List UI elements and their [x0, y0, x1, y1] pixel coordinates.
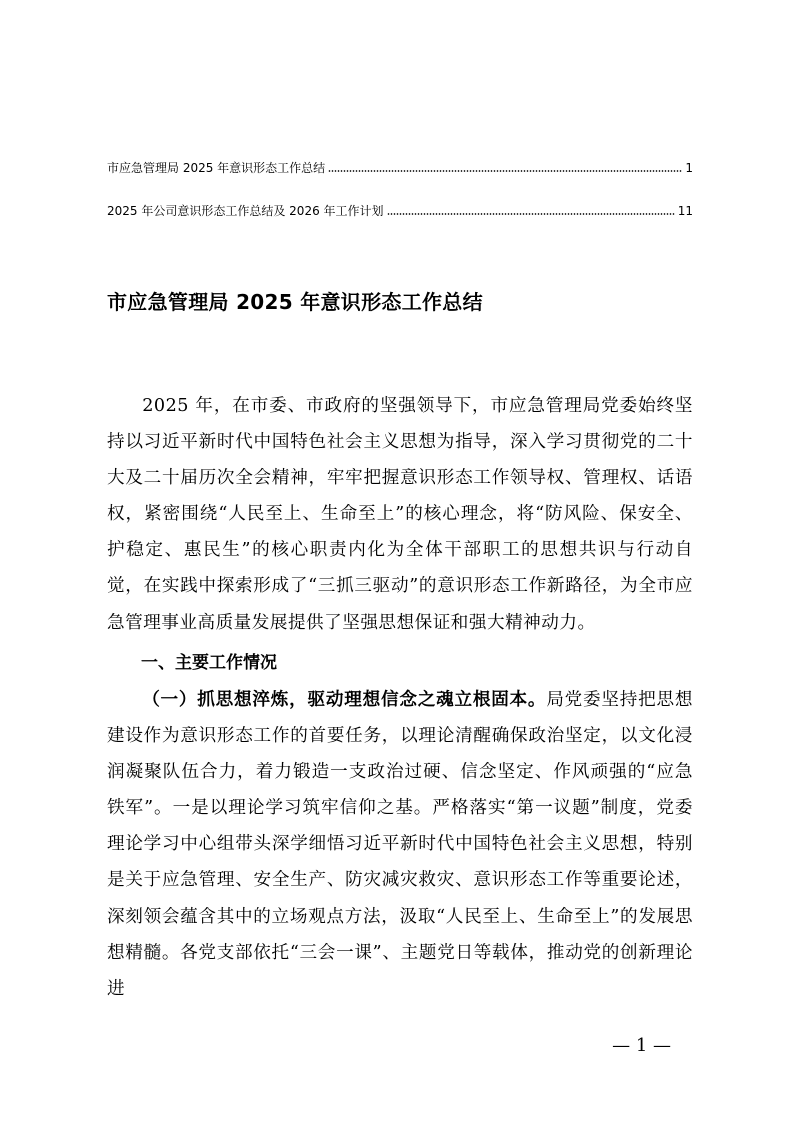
subsection-text: 局党委坚持把思想建设作为意识形态工作的首要任务，以理论清醒确保政治坚定，以文化浸润凝聚队伍合力，着力锻造一支政治过硬、信念坚定、作风顽强的“应急铁军”。一是以理论学习筑牢信仰之基。严格落实“第一议题”制度，党委理论学习中心组带头深学细悟习近平新时代中国特色社会主义思想，特别是关于应急管理、安全生产、防灾减灾救灾、意识形态工作等重要论述，深刻领会蕴含其中的立场观点方法，汲取“人民至上、生命至上”的发展思想精髓。各党支部依托“三会一课”、主题党日等载体，推动党的创新理论进 [107, 690, 693, 999]
page-number: — 1 — [612, 1035, 671, 1056]
toc-entry[interactable] [107, 203, 693, 219]
subsection-heading: （一）抓思想淬炼，驱动理想信念之魂立根固本。 [142, 689, 547, 710]
toc-dot-leader [328, 170, 682, 172]
toc-entry-page: 11 [677, 204, 693, 218]
intro-paragraph: 2025 年，在市委、市政府的坚强领导下，市应急管理局党委始终坚持以习近平新时代中国特色社会主义思想为指导，深入学习贯彻党的二十大及二十届历次全会精神，牢牢把握意识形态工作领导权、管理权、话语权，紧密围绕“人民至上、生命至上”的核心理念，将“防风险、保安全、护稳定、惠民生”的核心职责内化为全体干部职工的思想共识与行动自觉，在实践中探索形成了“三抓三驱动”的意识形态工作新路径，为全市应急管理事业高质量发展提供了坚强思想保证和强大精神动力。 [107, 396, 693, 633]
toc-dot-leader [387, 213, 675, 215]
toc-entry-title[interactable]: 市应急管理局 2025 年意识形态工作总结 [107, 161, 326, 175]
table-of-contents [107, 160, 693, 219]
document-title: 市应急管理局 2025 年意识形态工作总结 [107, 290, 483, 314]
section-heading: 一、主要工作情况 [141, 653, 277, 673]
toc-entry-title[interactable]: 2025 年公司意识形态工作总结及 2026 年工作计划 [107, 204, 384, 218]
toc-entry-page: 1 [685, 161, 693, 175]
subsection-paragraph [107, 682, 693, 1007]
toc-entry[interactable] [107, 160, 693, 176]
